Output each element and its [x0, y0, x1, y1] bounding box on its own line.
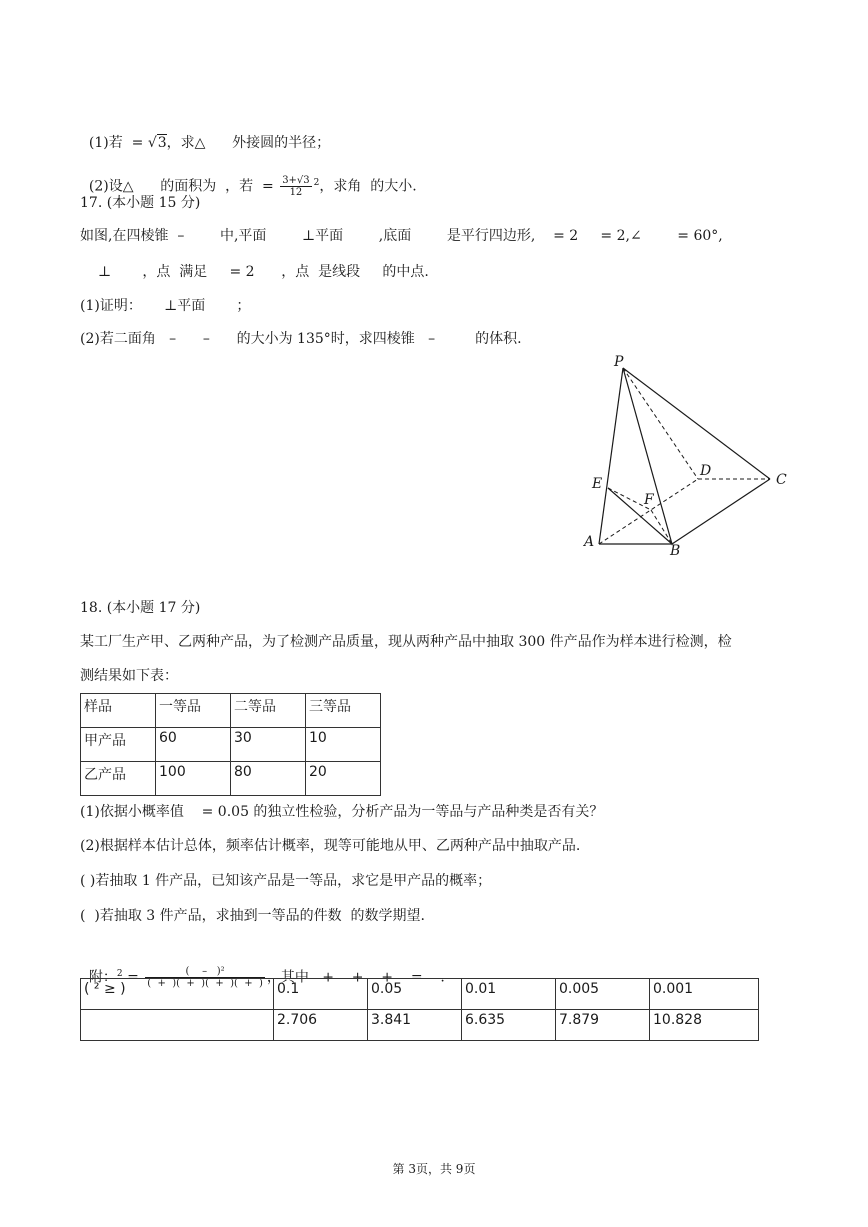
q16-part2-pre: (2)设△ 的面积为 ，若 =	[88, 178, 279, 195]
pyramid-figure	[580, 352, 800, 557]
sample-table	[80, 693, 381, 796]
q16-part1	[80, 113, 330, 153]
label-B: B	[670, 543, 681, 557]
label-A: A	[584, 534, 595, 550]
q16-superscript: 2	[313, 178, 320, 188]
q17-line2: ⊥ ，点 满足 = 2 ，点 是线段 的中点.	[98, 264, 429, 280]
table-cell: 乙产品	[81, 762, 156, 796]
edge-AD-hidden	[599, 479, 698, 544]
crit-cell: 10.828	[650, 1010, 759, 1041]
crit-cell: 2.706	[274, 1010, 368, 1041]
crit-cell: 0.01	[462, 979, 556, 1010]
edge-PA	[599, 368, 623, 544]
q18-part2: (2)根据样本估计总体，频率估计概率，现等可能地从甲、乙两种产品中抽取产品.	[80, 838, 581, 854]
label-C: C	[776, 472, 787, 488]
table-header-cell: 二等品	[231, 694, 306, 728]
label-P: P	[614, 354, 624, 370]
chi-square-denominator: ( + )( + )( + )( + )	[147, 978, 263, 990]
table-cell: 60	[156, 728, 231, 762]
q17-part1: (1)证明： ⊥平面 ；	[80, 298, 251, 314]
crit-row-head	[81, 1010, 274, 1041]
crit-cell: 6.635	[462, 1010, 556, 1041]
chi-square-numerator: ( – )²	[145, 966, 265, 978]
edge-FB-hidden	[651, 510, 672, 544]
table-cell: 100	[156, 762, 231, 796]
q16-part1-root: 3	[157, 135, 167, 151]
table-row	[81, 762, 381, 796]
crit-row-head: ( ² ≥ )	[81, 979, 274, 1010]
edge-BC	[672, 479, 770, 544]
page-footer: 第 3页，共 9页	[392, 1162, 476, 1176]
q16-part1-pre: (1)若 =	[88, 135, 148, 151]
table-row	[81, 728, 381, 762]
appendix-superscript: 2	[116, 969, 123, 979]
appendix-equals: =	[122, 969, 144, 986]
edge-EB	[608, 488, 672, 544]
q17-part2: (2)若二面角 – – 的大小为 135°时，求四棱锥 – 的体积.	[80, 331, 522, 347]
crit-cell: 0.005	[556, 979, 650, 1010]
crit-cell: 0.05	[368, 979, 462, 1010]
table-cell: 甲产品	[81, 728, 156, 762]
q17-title: 17. (本小题 15 分)	[80, 195, 201, 211]
label-E: E	[592, 476, 603, 492]
appendix-post: ，其中 + + + = .	[266, 969, 445, 986]
q18-part1: (1)依据小概率值 = 0.05 的独立性检验，分析产品为一等品与产品种类是否有关？	[80, 804, 604, 820]
table-header-cell: 样品	[81, 694, 156, 728]
appendix-label: 附：	[88, 969, 117, 986]
table-cell: 30	[231, 728, 306, 762]
q16-part2-post: ，求角 的大小.	[319, 178, 417, 195]
table-cell: 20	[306, 762, 381, 796]
crit-cell: 0.1	[274, 979, 368, 1010]
critical-value-table	[80, 978, 759, 1041]
crit-cell: 0.001	[650, 979, 759, 1010]
edge-PB	[623, 368, 672, 544]
label-D: D	[700, 463, 712, 479]
q16-fraction-numerator: 3+√3	[282, 175, 310, 187]
table-cell: 10	[306, 728, 381, 762]
table-header-row	[81, 694, 381, 728]
crit-cell: 3.841	[368, 1010, 462, 1041]
q18-part2-ii: ( )若抽取 3 件产品，求抽到一等品的件数 的数学期望.	[80, 908, 425, 924]
edge-PC	[623, 368, 770, 479]
q16-fraction	[280, 175, 311, 198]
q16-fraction-denominator: 12	[289, 187, 303, 199]
q17-line1: 如图,在四棱锥 – 中,平面 ⊥平面 ,底面 是平行四边形, = 2 = 2,∠ = 60°,	[80, 228, 723, 244]
q16-part1-post: ，求△ 外接圆的半径；	[166, 135, 331, 151]
q18-part2-i: ( )若抽取 1 件产品，已知该产品是一等品，求它是甲产品的概率；	[80, 873, 492, 889]
table-header-cell: 一等品	[156, 694, 231, 728]
sqrt-symbol: √	[147, 135, 157, 151]
q18-intro-line2: 测结果如下表：	[80, 668, 178, 684]
table-cell: 80	[231, 762, 306, 796]
crit-cell: 7.879	[556, 1010, 650, 1041]
q16-part2	[80, 153, 417, 198]
edge-PD-hidden	[623, 368, 698, 479]
crit-row-values	[81, 1010, 759, 1041]
table-header-cell: 三等品	[306, 694, 381, 728]
q18-intro-line1: 某工厂生产甲、乙两种产品，为了检测产品质量，现从两种产品中抽取 300 件产品作为样本进行检测，检	[80, 634, 732, 650]
crit-row-alpha	[81, 979, 759, 1010]
q18-title: 18. (本小题 17 分)	[80, 600, 201, 616]
label-F: F	[644, 492, 654, 508]
